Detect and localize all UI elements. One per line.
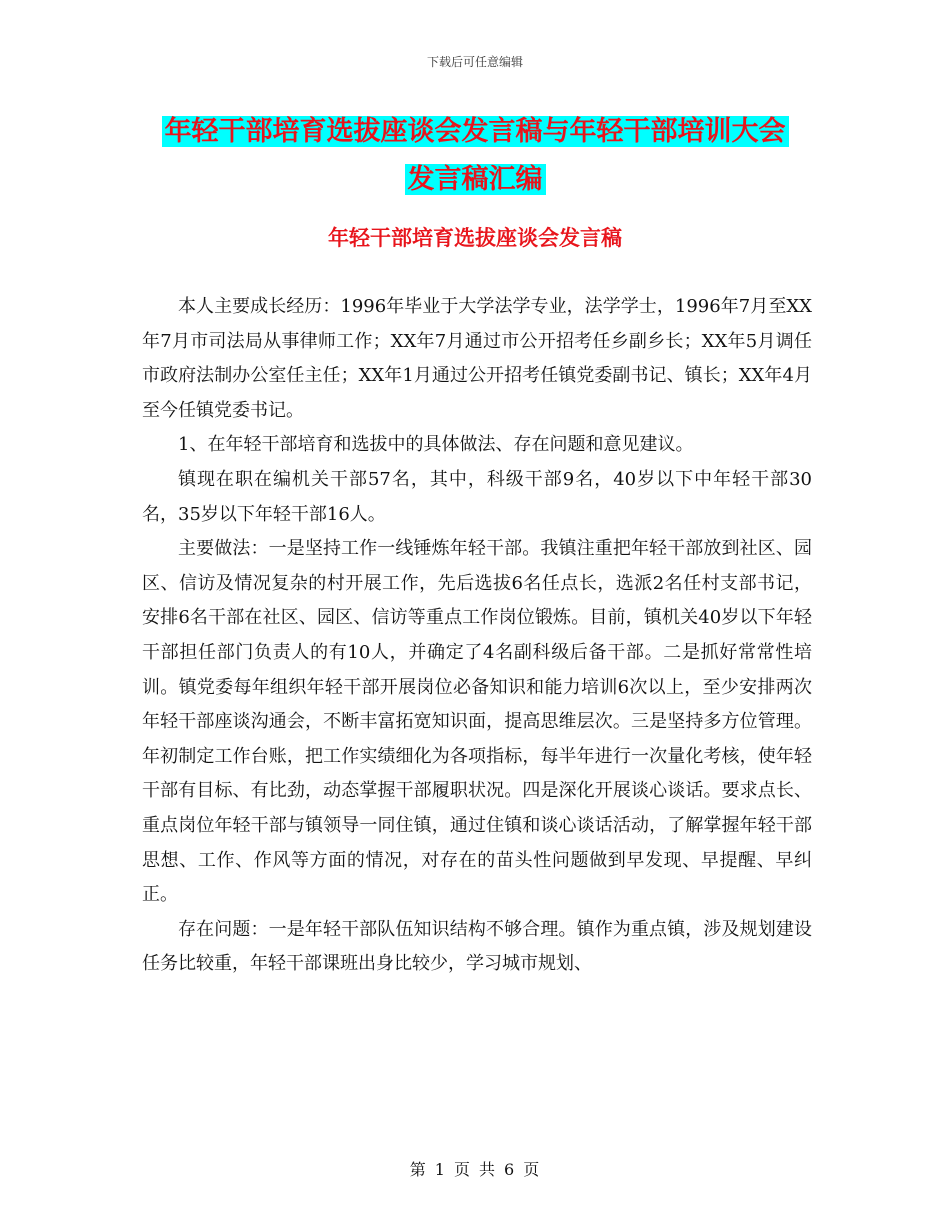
paragraph: 1、在年轻干部培育和选拔中的具体做法、存在问题和意见建议。 <box>178 434 694 456</box>
page-footer <box>0 1157 950 1180</box>
header-note: 下载后可任意编辑 <box>426 55 523 69</box>
document-title-line-2: 发言稿汇编 <box>405 164 546 195</box>
paragraph: 本人主要成长经历：1996年毕业于大学法学专业，法学学士，1996年7月至XX年7月市司法局从事律师工作；XX年7月通过市公开招考任乡副乡长；XX年5月调任市政府法制办公室任主任；XX年1月通过公开招考任镇党委副书记、镇长；XX年4月至今任镇党委书记。 <box>142 296 812 421</box>
footer-prefix: 第 <box>409 1160 427 1179</box>
document-title <box>0 108 950 204</box>
total-page-count: 6 <box>504 1160 516 1179</box>
current-page-number: 1 <box>434 1160 446 1179</box>
footer-suffix: 页 <box>523 1160 541 1179</box>
paragraph: 主要做法：一是坚持工作一线锤炼年轻干部。我镇注重把年轻干部放到社区、园区、信访及情况复杂的村开展工作，先后选拔6名任点长，选派2名任村支部书记，安排6名干部在社区、园区、信访等重点工作岗位锻炼。目前，镇机关40岁以下年轻干部担任部门负责人的有10人，并确定了4名副科级后备干部。二是抓好常常性培训。镇党委每年组织年轻干部开展岗位必备知识和能力培训6次以上，至少安排两次年轻干部座谈沟通会，不断丰富拓宽知识面，提高思维层次。三是坚持多方位管理。年初制定工作台账，把工作实绩细化为各项指标，每半年进行一次量化考核，使年轻干部有目标、有比劲，动态掌握干部履职状况。四是深化开展谈心谈话。要求点长、重点岗位年轻干部与镇领导一同住镇，通过住镇和谈心谈话活动，了解掌握年轻干部思想、工作、作风等方面的情况，对存在的苗头性问题做到早发现、早提醒、早纠正。 <box>142 538 812 906</box>
section-title: 年轻干部培育选拔座谈会发言稿 <box>328 226 622 250</box>
footer-middle: 页 <box>453 1160 471 1179</box>
paragraph: 镇现在职在编机关干部57名，其中，科级干部9名，40岁以下中年轻干部30名，35岁以下年轻干部16人。 <box>142 468 812 525</box>
footer-total-prefix: 共 <box>479 1160 497 1179</box>
body-text <box>142 290 812 982</box>
document-title-line-1: 年轻干部培育选拔座谈会发言稿与年轻干部培训大会 <box>162 116 789 147</box>
paragraph: 存在问题：一是年轻干部队伍知识结构不够合理。镇作为重点镇，涉及规划建设任务比较重，年轻干部课班出身比较少，学习城市规划、 <box>142 918 812 975</box>
